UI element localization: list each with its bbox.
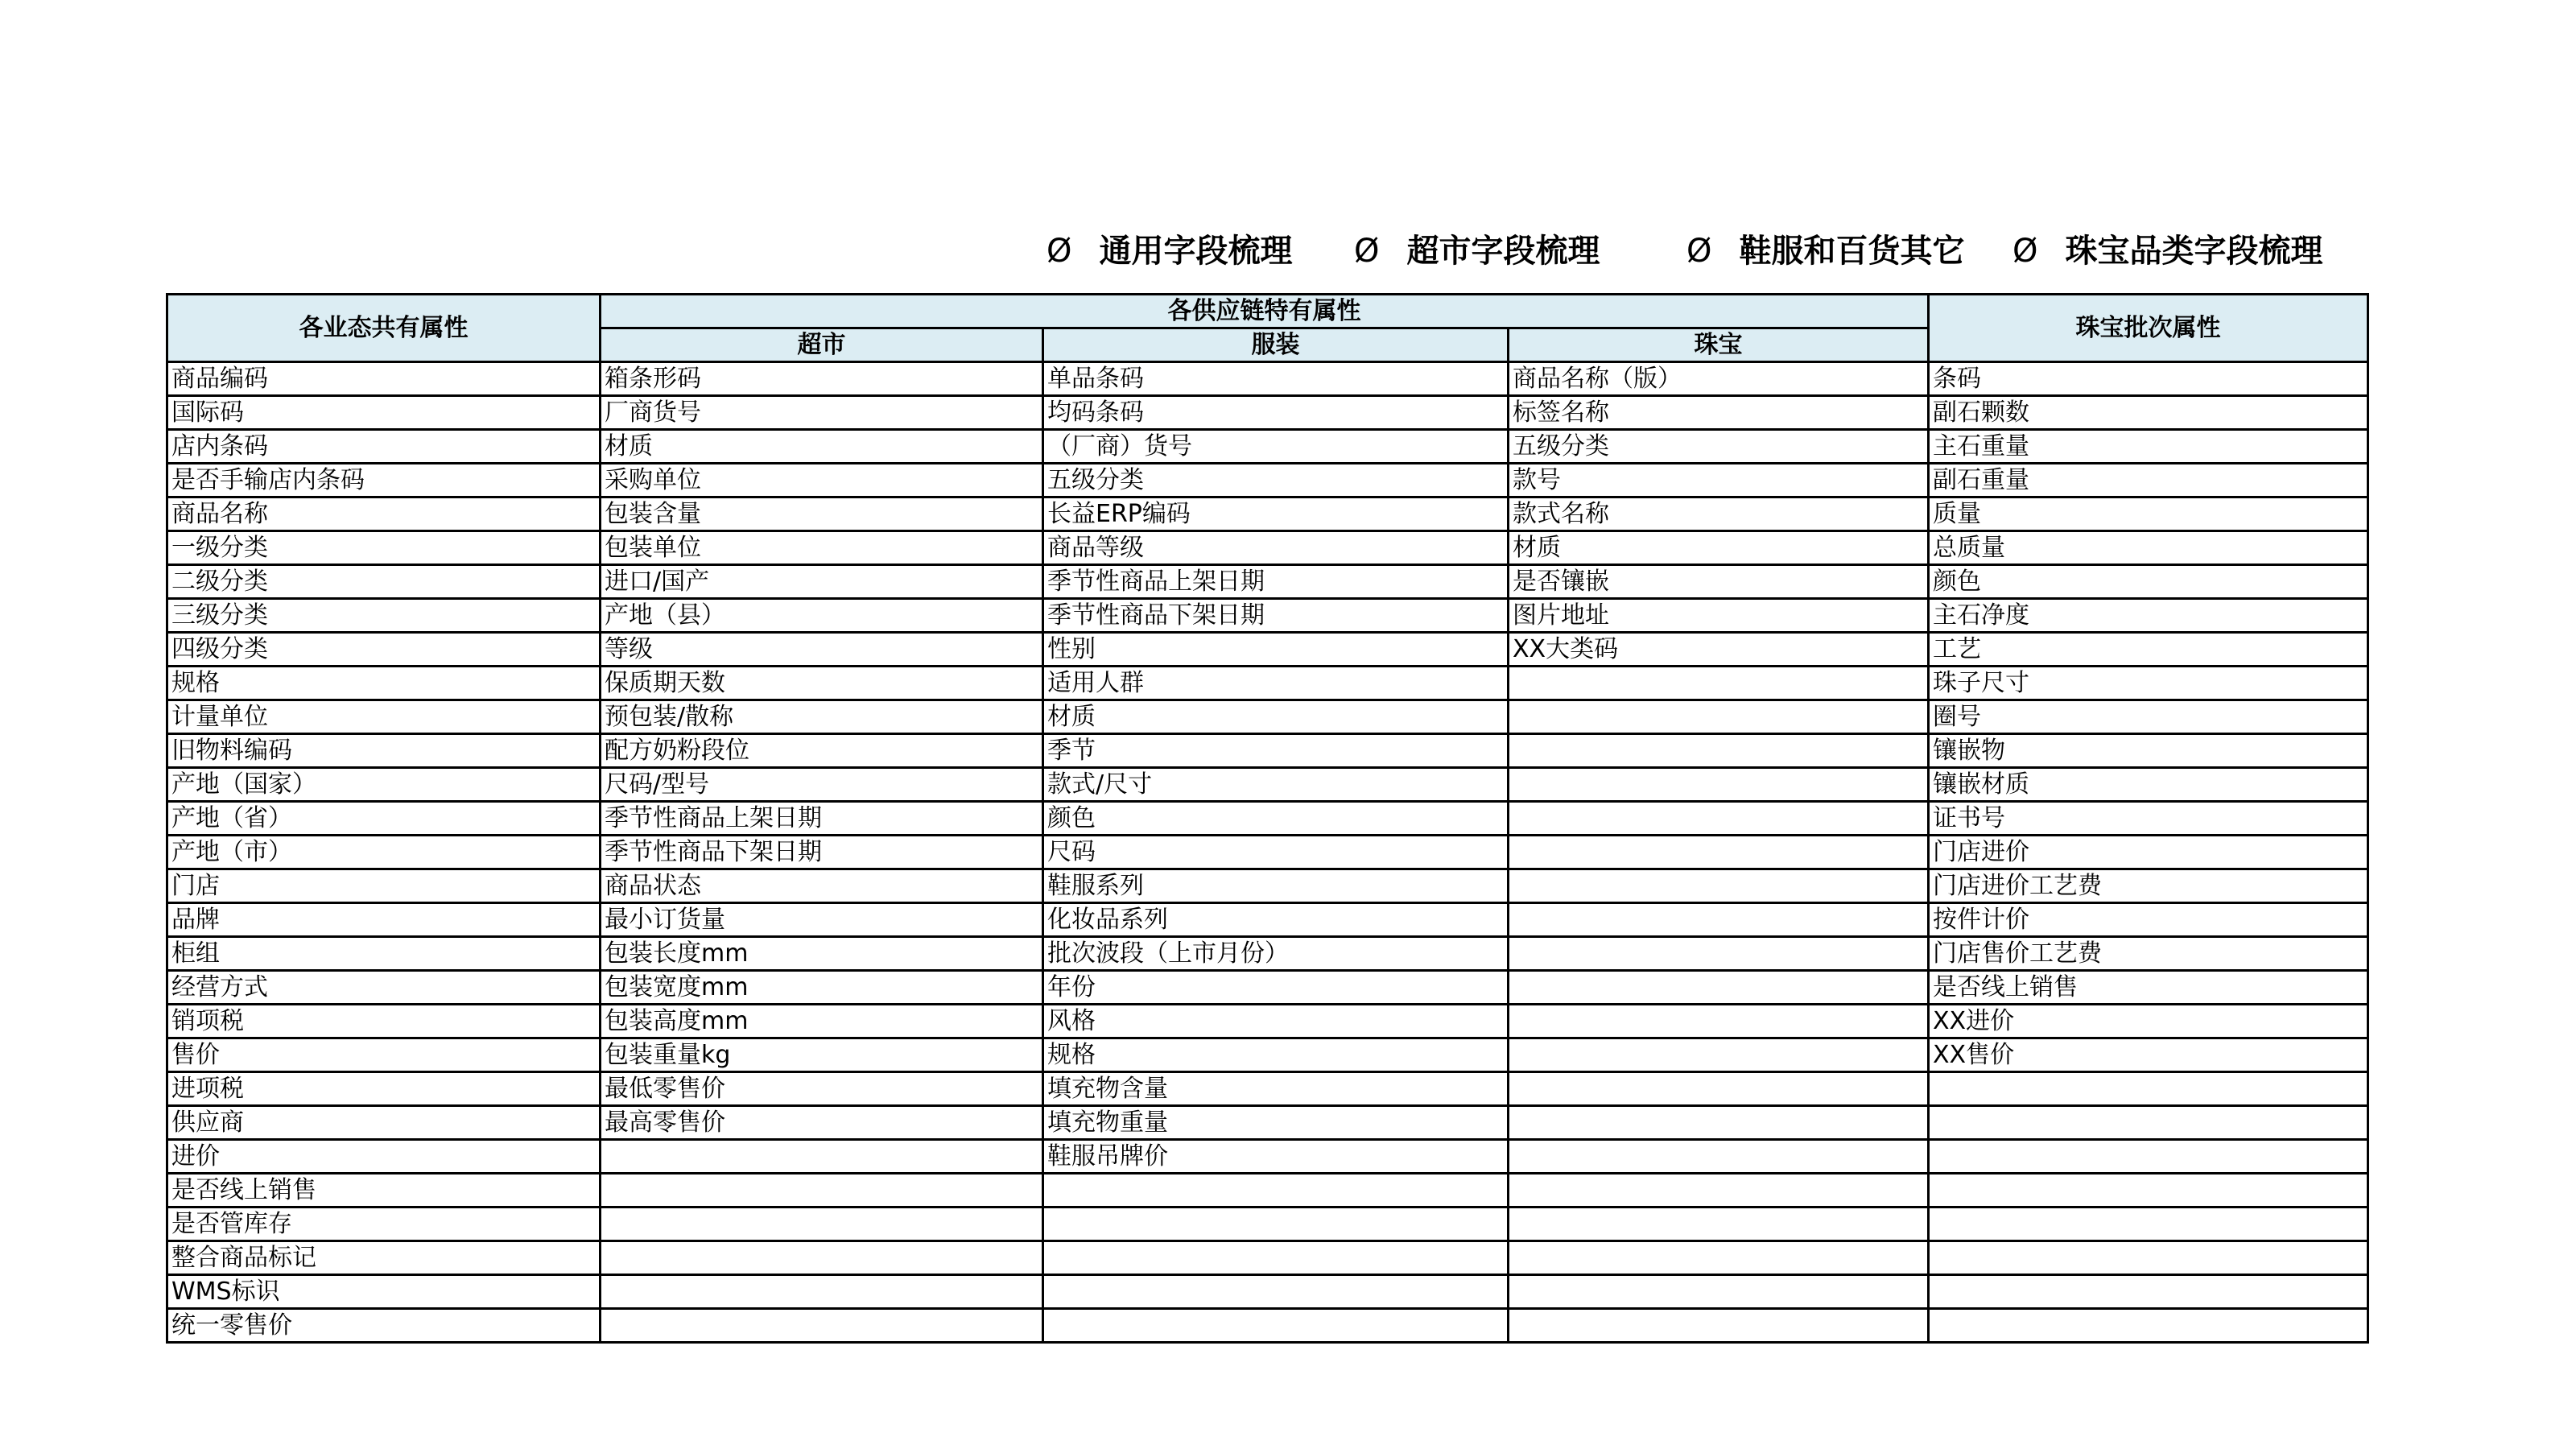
cell-jewelry	[1509, 700, 1929, 734]
table-row	[167, 1309, 2368, 1343]
cell-jewelry	[1509, 734, 1929, 768]
cell-apparel: 鞋服系列	[1043, 869, 1509, 903]
cell-common: 商品名称	[167, 497, 601, 531]
cell-jewelry-batch: 珠子尺寸	[1929, 667, 2368, 700]
table-body	[167, 362, 2368, 1343]
section-legend	[1046, 227, 2367, 275]
header-row-top	[167, 295, 2368, 328]
cell-common: 品牌	[167, 903, 601, 937]
cell-supermarket: 最小订货量	[601, 903, 1043, 937]
cell-apparel: （厂商）货号	[1043, 430, 1509, 464]
cell-jewelry	[1509, 937, 1929, 971]
cell-jewelry-batch: XX售价	[1929, 1038, 2368, 1072]
cell-common: 是否线上销售	[167, 1174, 601, 1208]
bullet-icon: Ø	[1046, 233, 1072, 270]
cell-jewelry	[1509, 1140, 1929, 1174]
cell-apparel	[1043, 1208, 1509, 1241]
cell-apparel: 适用人群	[1043, 667, 1509, 700]
table-row	[167, 1275, 2368, 1309]
header-apparel: 服装	[1043, 328, 1509, 362]
cell-jewelry-batch: 工艺	[1929, 633, 2368, 667]
cell-jewelry-batch: 门店售价工艺费	[1929, 937, 2368, 971]
cell-jewelry: 五级分类	[1509, 430, 1929, 464]
cell-jewelry-batch: 主石净度	[1929, 599, 2368, 633]
table-row	[167, 396, 2368, 430]
legend-item-common	[1046, 227, 1292, 275]
table-row	[167, 497, 2368, 531]
cell-supermarket: 预包装/散称	[601, 700, 1043, 734]
cell-jewelry: 标签名称	[1509, 396, 1929, 430]
cell-common: 规格	[167, 667, 601, 700]
cell-apparel: 年份	[1043, 971, 1509, 1005]
table-row	[167, 633, 2368, 667]
header-common-attributes: 各业态共有属性	[167, 295, 601, 362]
bullet-icon: Ø	[1686, 233, 1712, 270]
cell-apparel: 化妆品系列	[1043, 903, 1509, 937]
bullet-icon: Ø	[2013, 233, 2038, 270]
cell-supermarket: 箱条形码	[601, 362, 1043, 396]
cell-apparel: 尺码	[1043, 836, 1509, 869]
cell-supermarket: 包装宽度mm	[601, 971, 1043, 1005]
cell-jewelry	[1509, 836, 1929, 869]
bullet-icon: Ø	[1354, 233, 1380, 270]
cell-jewelry-batch: 总质量	[1929, 531, 2368, 565]
cell-jewelry-batch: 门店进价	[1929, 836, 2368, 869]
table-row	[167, 531, 2368, 565]
cell-common: 四级分类	[167, 633, 601, 667]
table-row	[167, 565, 2368, 599]
cell-apparel: 单品条码	[1043, 362, 1509, 396]
cell-supermarket: 包装单位	[601, 531, 1043, 565]
cell-apparel	[1043, 1174, 1509, 1208]
cell-supermarket	[601, 1241, 1043, 1275]
cell-supermarket: 保质期天数	[601, 667, 1043, 700]
cell-supermarket: 材质	[601, 430, 1043, 464]
cell-jewelry	[1509, 1208, 1929, 1241]
cell-jewelry-batch: XX进价	[1929, 1005, 2368, 1038]
cell-jewelry-batch: 颜色	[1929, 565, 2368, 599]
cell-apparel	[1043, 1309, 1509, 1343]
table-row	[167, 802, 2368, 836]
cell-jewelry	[1509, 1005, 1929, 1038]
cell-jewelry	[1509, 1241, 1929, 1275]
header-jewelry: 珠宝	[1509, 328, 1929, 362]
cell-jewelry	[1509, 802, 1929, 836]
cell-supermarket	[601, 1140, 1043, 1174]
cell-jewelry-batch: 镶嵌物	[1929, 734, 2368, 768]
cell-common: 销项税	[167, 1005, 601, 1038]
table-row	[167, 937, 2368, 971]
cell-supermarket: 包装长度mm	[601, 937, 1043, 971]
header-supply-chain-attributes: 各供应链特有属性	[601, 295, 1929, 328]
cell-jewelry-batch: 按件计价	[1929, 903, 2368, 937]
cell-apparel: 长益ERP编码	[1043, 497, 1509, 531]
cell-jewelry	[1509, 1309, 1929, 1343]
cell-jewelry-batch: 副石颗数	[1929, 396, 2368, 430]
cell-supermarket: 包装重量kg	[601, 1038, 1043, 1072]
cell-supermarket: 包装含量	[601, 497, 1043, 531]
table-row	[167, 903, 2368, 937]
cell-common: 整合商品标记	[167, 1241, 601, 1275]
cell-jewelry	[1509, 768, 1929, 802]
cell-apparel: 性别	[1043, 633, 1509, 667]
cell-jewelry-batch	[1929, 1275, 2368, 1309]
cell-supermarket: 季节性商品上架日期	[601, 802, 1043, 836]
cell-apparel	[1043, 1241, 1509, 1275]
cell-jewelry	[1509, 1072, 1929, 1106]
cell-supermarket: 最低零售价	[601, 1072, 1043, 1106]
cell-jewelry: 款式名称	[1509, 497, 1929, 531]
table-row	[167, 1140, 2368, 1174]
cell-common: WMS标识	[167, 1275, 601, 1309]
legend-label: 超市字段梳理	[1406, 233, 1600, 270]
cell-common: 进项税	[167, 1072, 601, 1106]
table-row	[167, 430, 2368, 464]
table-row	[167, 971, 2368, 1005]
cell-supermarket: 包装高度mm	[601, 1005, 1043, 1038]
cell-supermarket: 产地（县）	[601, 599, 1043, 633]
cell-jewelry-batch: 质量	[1929, 497, 2368, 531]
cell-common: 旧物料编码	[167, 734, 601, 768]
cell-supermarket	[601, 1208, 1043, 1241]
attribute-table	[166, 293, 2369, 1344]
cell-common: 进价	[167, 1140, 601, 1174]
cell-jewelry	[1509, 869, 1929, 903]
cell-supermarket: 商品状态	[601, 869, 1043, 903]
cell-apparel: 季节性商品上架日期	[1043, 565, 1509, 599]
cell-jewelry: 材质	[1509, 531, 1929, 565]
cell-common: 柜组	[167, 937, 601, 971]
cell-supermarket: 厂商货号	[601, 396, 1043, 430]
cell-jewelry-batch: 镶嵌材质	[1929, 768, 2368, 802]
table-row	[167, 667, 2368, 700]
cell-apparel: 规格	[1043, 1038, 1509, 1072]
cell-apparel	[1043, 1275, 1509, 1309]
cell-jewelry: 商品名称（版）	[1509, 362, 1929, 396]
cell-jewelry-batch	[1929, 1174, 2368, 1208]
cell-jewelry-batch	[1929, 1208, 2368, 1241]
cell-apparel: 材质	[1043, 700, 1509, 734]
cell-common: 一级分类	[167, 531, 601, 565]
cell-jewelry: 款号	[1509, 464, 1929, 497]
legend-label: 珠宝品类字段梳理	[2065, 233, 2323, 270]
table-row	[167, 1072, 2368, 1106]
table-row	[167, 768, 2368, 802]
table-row	[167, 700, 2368, 734]
cell-apparel: 款式/尺寸	[1043, 768, 1509, 802]
cell-apparel: 季节	[1043, 734, 1509, 768]
cell-jewelry: 是否镶嵌	[1509, 565, 1929, 599]
header-supermarket: 超市	[601, 328, 1043, 362]
table-row	[167, 836, 2368, 869]
header-jewelry-batch-attributes: 珠宝批次属性	[1929, 295, 2368, 362]
cell-apparel: 填充物含量	[1043, 1072, 1509, 1106]
cell-common: 产地（国家）	[167, 768, 601, 802]
cell-jewelry: XX大类码	[1509, 633, 1929, 667]
cell-jewelry	[1509, 1275, 1929, 1309]
cell-apparel: 五级分类	[1043, 464, 1509, 497]
table-row	[167, 734, 2368, 768]
table-row	[167, 869, 2368, 903]
cell-supermarket: 采购单位	[601, 464, 1043, 497]
cell-supermarket	[601, 1309, 1043, 1343]
cell-common: 是否管库存	[167, 1208, 601, 1241]
table-row	[167, 1174, 2368, 1208]
legend-label: 通用字段梳理	[1099, 233, 1293, 270]
cell-supermarket	[601, 1174, 1043, 1208]
cell-jewelry	[1509, 667, 1929, 700]
cell-common: 经营方式	[167, 971, 601, 1005]
cell-jewelry	[1509, 1174, 1929, 1208]
legend-label: 鞋服和百货其它	[1739, 233, 1965, 270]
cell-jewelry-batch	[1929, 1241, 2368, 1275]
cell-jewelry-batch: 副石重量	[1929, 464, 2368, 497]
cell-common: 供应商	[167, 1106, 601, 1140]
cell-supermarket: 最高零售价	[601, 1106, 1043, 1140]
cell-apparel: 季节性商品下架日期	[1043, 599, 1509, 633]
cell-jewelry-batch	[1929, 1140, 2368, 1174]
legend-item-jewelry	[2013, 227, 2322, 275]
table-row	[167, 1005, 2368, 1038]
table-row	[167, 599, 2368, 633]
cell-jewelry	[1509, 971, 1929, 1005]
cell-supermarket: 季节性商品下架日期	[601, 836, 1043, 869]
cell-supermarket: 尺码/型号	[601, 768, 1043, 802]
table-row	[167, 1106, 2368, 1140]
cell-jewelry	[1509, 1038, 1929, 1072]
cell-apparel: 鞋服吊牌价	[1043, 1140, 1509, 1174]
cell-common: 国际码	[167, 396, 601, 430]
cell-common: 是否手输店内条码	[167, 464, 601, 497]
cell-apparel: 颜色	[1043, 802, 1509, 836]
cell-jewelry-batch	[1929, 1106, 2368, 1140]
cell-common: 二级分类	[167, 565, 601, 599]
cell-jewelry-batch: 主石重量	[1929, 430, 2368, 464]
cell-jewelry-batch: 证书号	[1929, 802, 2368, 836]
cell-supermarket: 等级	[601, 633, 1043, 667]
cell-common: 店内条码	[167, 430, 601, 464]
cell-apparel: 填充物重量	[1043, 1106, 1509, 1140]
cell-jewelry-batch: 圈号	[1929, 700, 2368, 734]
table-row	[167, 1208, 2368, 1241]
cell-apparel: 批次波段（上市月份）	[1043, 937, 1509, 971]
cell-supermarket	[601, 1275, 1043, 1309]
legend-item-supermarket	[1354, 227, 1600, 275]
cell-supermarket: 进口/国产	[601, 565, 1043, 599]
cell-jewelry-batch: 是否线上销售	[1929, 971, 2368, 1005]
cell-common: 统一零售价	[167, 1309, 601, 1343]
table-row	[167, 362, 2368, 396]
cell-common: 门店	[167, 869, 601, 903]
cell-common: 售价	[167, 1038, 601, 1072]
legend-item-apparel	[1686, 227, 1964, 275]
cell-apparel: 商品等级	[1043, 531, 1509, 565]
table-row	[167, 1241, 2368, 1275]
cell-jewelry	[1509, 1106, 1929, 1140]
cell-common: 三级分类	[167, 599, 601, 633]
cell-apparel: 风格	[1043, 1005, 1509, 1038]
cell-common: 计量单位	[167, 700, 601, 734]
cell-jewelry-batch: 门店进价工艺费	[1929, 869, 2368, 903]
cell-jewelry-batch	[1929, 1309, 2368, 1343]
cell-jewelry	[1509, 903, 1929, 937]
cell-jewelry-batch	[1929, 1072, 2368, 1106]
cell-common: 商品编码	[167, 362, 601, 396]
cell-jewelry-batch: 条码	[1929, 362, 2368, 396]
table-row	[167, 1038, 2368, 1072]
cell-common: 产地（省）	[167, 802, 601, 836]
cell-supermarket: 配方奶粉段位	[601, 734, 1043, 768]
cell-apparel: 均码条码	[1043, 396, 1509, 430]
cell-common: 产地（市）	[167, 836, 601, 869]
table-row	[167, 464, 2368, 497]
cell-jewelry: 图片地址	[1509, 599, 1929, 633]
